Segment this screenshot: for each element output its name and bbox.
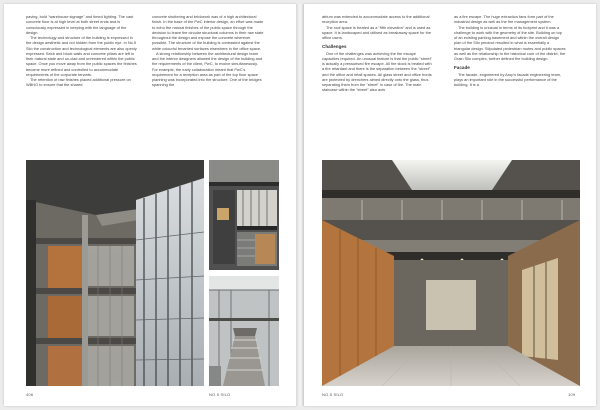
section-heading-challenges: Challenges [322,44,347,50]
paragraph: The retention of raw finishes placed additional pressure on WBHO to ensure that the shared [26,77,131,88]
paragraph: One of the challenges was achieving the fire escape capacities required. An unusual feature is that the public "street" is actually a pressurised fire escape. All fire stock is treated with a fire retardant and there is the separation between the "street" and the office and retail spaces. All glass street and office fronts are protected by drenchers aimed directly onto the glass, thus separating them from the "street" in case of fire. The main staircase within the "street" also acts [322,50,433,93]
running-title: NO.5 SILO [322,392,344,397]
stair-photo-image [209,160,279,270]
page-number: 406 [26,392,34,397]
atrium-photo-image [26,160,204,386]
stair-photo [209,160,279,270]
paragraph: atrium was extended to accommodate access to the additional reception area. [322,14,430,25]
atrium-photo [26,160,204,386]
bridge-photo [209,276,279,386]
right-text-column-1 [322,14,434,93]
paragraph: The building is unusual in terms of its footprint and it was a challenge to work with the geometry of the site. Building on top of an existing parking basement and within the overall design plan of the Silo precinct resulted in what is essentially a triangular design. Stipulated pedestrian routes and public spaces as well as the relationship to the historical core of the district, the Grain Silo complex, further defined the building design. [454,24,566,61]
running-title: NO.5 SILO [209,392,231,397]
paragraph: The technology and structure of the building is expressed in the design aesthetic and not hidden from the public eye. In No.5 Silo the construction and technological elements are also openly expressed. Brick and block walls and concrete pillars are left in their natural state and un-clad and unrendered within the public space. Once you move away from the public spaces the finishes become more refined and controlled to accommodate requirements of the corporate tenants. [26,35,137,77]
paragraph: The facade, engineered by Arup's facade engineering team, plays an important role in the successful performance of the building. It is a [454,71,562,87]
paragraph: concrete shuttering and brickwork was of a high architectural finish. In the base of the PwC interior design, an effort was made to echo the natural finishes of the public space through the decision to leave the circular structural columns in their raw state throughout the design and expose the concrete wherever possible. The structure of the building is contrasted against the white colourful tenanted surfaces elsewhere in the office space. [152,14,264,51]
page-number: 109 [568,392,576,397]
right-page [304,4,596,406]
book-gutter [296,4,304,406]
paragraph: A strong relationship between the architectural design team and the interior designers allowed the design of the building and the requirements of the client, PwC, to evolve simultaneously. For example, the early collaboration meant that PwC's requirement for a reception area as part of the top floor space planning was incorporated into the structure. One of the bridges spanning the [152,50,263,88]
paragraph: as a fire escape. The huge extraction fans form part of the industrial design as well as the fire management system. [454,14,554,25]
street-photo [322,160,580,386]
left-text-column-1 [26,14,138,88]
left-text-column-2 [152,14,264,88]
right-text-column-2 [454,14,566,87]
paragraph: The roof space is treated as a "fifth elevation" and is used as space. It is landscaped and utilised as breakaway space for the office users. [322,24,432,40]
street-photo-image [322,160,580,386]
bridge-photo-image [209,276,279,386]
left-page [4,4,296,406]
section-heading-facade: Facade [454,65,470,71]
paragraph: paving, bold "warehouse signage" and timed lighting. The cast concrete floor is at high level at both street ends and is consciously expressed in keeping with the language of the design. [26,14,134,35]
